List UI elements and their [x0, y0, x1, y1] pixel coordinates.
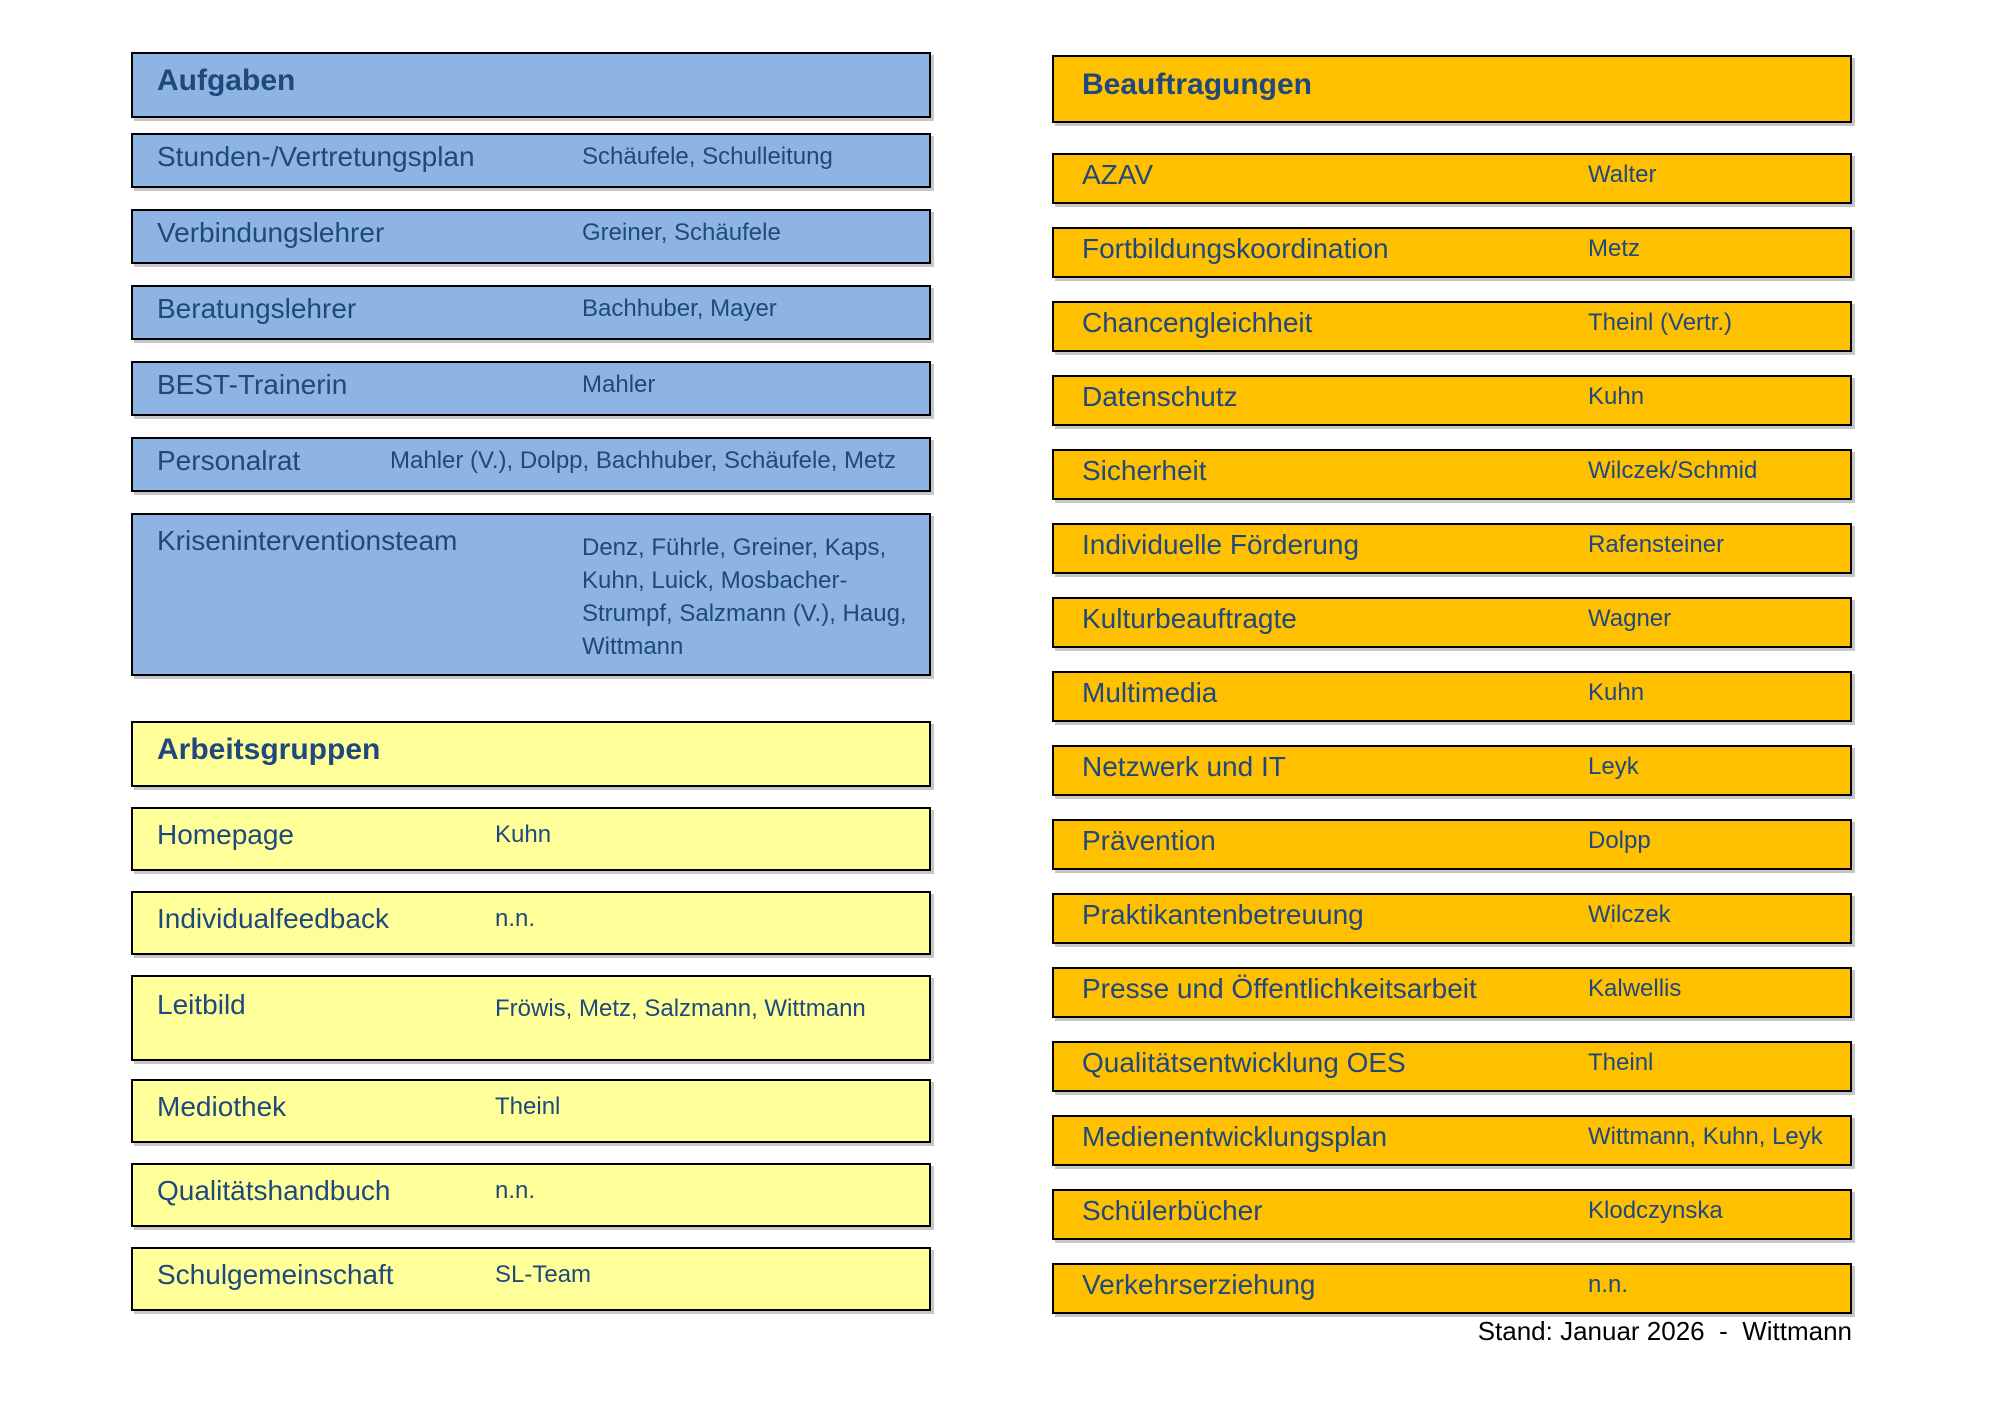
task-row-stundenplan: [131, 133, 931, 188]
row-names: Dolpp: [1588, 826, 1651, 854]
row-label: Datenschutz: [1082, 380, 1238, 412]
assignment-row-fortbildungskoordination: [1052, 227, 1852, 278]
section-header-beauftragungen: [1052, 55, 1852, 123]
row-label: Verkehrserziehung: [1082, 1268, 1316, 1300]
row-names: Fröwis, Metz, Salzmann, Wittmann: [495, 995, 866, 1022]
workgroup-row-individualfeedback: [131, 891, 931, 955]
row-label: Presse und Öffentlichkeitsarbeit: [1082, 972, 1477, 1004]
row-label: Verbindungslehrer: [157, 216, 385, 248]
row-names: Kuhn: [1588, 678, 1645, 706]
workgroup-row-mediothek: [131, 1079, 931, 1143]
assignment-row-presse-und-oeffentlichkeitsarbeit: [1052, 967, 1852, 1018]
row-label: Prävention: [1082, 824, 1216, 856]
task-row-best-trainerin: [131, 361, 931, 416]
row-label: Homepage: [157, 819, 294, 850]
row-label: Netzwerk und IT: [1082, 750, 1286, 782]
assignment-row-qualitaetsentwicklung-oes: [1052, 1041, 1852, 1092]
task-row-beratungslehrer: [131, 285, 931, 340]
row-names: Bachhuber, Mayer: [582, 294, 777, 322]
row-label: Praktikantenbetreuung: [1082, 898, 1364, 930]
row-names: Kalwellis: [1588, 974, 1682, 1002]
assignment-row-chancengleichheit: [1052, 301, 1852, 352]
row-names: Leyk: [1588, 752, 1639, 780]
workgroup-row-schulgemeinschaft: [131, 1247, 931, 1311]
assignment-row-sicherheit: [1052, 449, 1852, 500]
row-names: Greiner, Schäufele: [582, 218, 781, 246]
row-names: Klodczynska: [1588, 1196, 1723, 1224]
row-label: Kulturbeauftragte: [1082, 602, 1297, 634]
row-names: Wilczek: [1588, 900, 1671, 928]
footer-stand-note: Stand: Januar 2026 - Wittmann: [1477, 1316, 1852, 1346]
row-names: n.n.: [495, 905, 536, 932]
left-column: [131, 52, 931, 1311]
section-title-aufgaben: Aufgaben: [157, 64, 296, 97]
row-label: AZAV: [1082, 158, 1154, 190]
row-names: Wilczek/Schmid: [1588, 456, 1758, 484]
row-names: Wittmann, Kuhn, Leyk: [1588, 1122, 1823, 1150]
assignment-row-multimedia: [1052, 671, 1852, 722]
row-names: Theinl: [1588, 1048, 1654, 1076]
section-header-arbeitsgruppen: [131, 721, 931, 787]
assignment-row-medienentwicklungsplan: [1052, 1115, 1852, 1166]
row-names: n.n.: [495, 1177, 536, 1204]
row-label: Individualfeedback: [157, 903, 389, 934]
row-names: Rafensteiner: [1588, 530, 1725, 558]
row-names: Schäufele, Schulleitung: [582, 142, 833, 170]
assignment-row-datenschutz: [1052, 375, 1852, 426]
row-names: Kuhn: [495, 821, 552, 848]
row-label: Stunden-/Vertretungsplan: [157, 140, 475, 172]
assignment-row-kulturbeauftragte: [1052, 597, 1852, 648]
row-names: Kuhn: [1588, 382, 1645, 410]
row-names: Theinl: [495, 1093, 561, 1120]
row-label: Multimedia: [1082, 676, 1218, 708]
row-label: Beratungslehrer: [157, 292, 357, 324]
row-names: Mahler: [582, 370, 656, 398]
row-names: Walter: [1588, 160, 1657, 188]
assignment-row-netzwerk-und-it: [1052, 745, 1852, 796]
workgroup-row-leitbild: [131, 975, 931, 1061]
assignment-row-praevention: [1052, 819, 1852, 870]
row-label: Fortbildungskoordination: [1082, 232, 1389, 264]
row-label: Leitbild: [157, 989, 246, 1020]
row-names: Mahler (V.), Dolpp, Bachhuber, Schäufele, Metz: [390, 446, 897, 474]
row-label: Schulgemeinschaft: [157, 1259, 394, 1290]
row-names: SL-Team: [495, 1261, 592, 1288]
row-names: Denz, Führle, Greiner, Kaps, Kuhn, Luick, Mosbacher-Strumpf, Salzmann (V.), Haug, Wittmann: [582, 534, 907, 661]
row-label: BEST-Trainerin: [157, 368, 348, 400]
row-label: Qualitätshandbuch: [157, 1175, 391, 1206]
row-label: Mediothek: [157, 1091, 287, 1122]
section-header-aufgaben: [131, 52, 931, 118]
assignment-row-praktikantenbetreuung: [1052, 893, 1852, 944]
row-label: Individuelle Förderung: [1082, 528, 1360, 560]
row-label: Personalrat: [157, 444, 301, 476]
assignment-row-schuelerbuecher: [1052, 1189, 1852, 1240]
section-title-arbeitsgruppen: Arbeitsgruppen: [157, 733, 381, 766]
row-names: Wagner: [1588, 604, 1672, 632]
row-label: Kriseninterventionsteam: [157, 525, 458, 556]
section-title-beauftragungen: Beauftragungen: [1082, 68, 1313, 101]
assignment-row-azav: [1052, 153, 1852, 204]
assignment-row-verkehrserziehung: [1052, 1263, 1852, 1314]
workgroup-row-qualitaetshandbuch: [131, 1163, 931, 1227]
row-label: Medienentwicklungsplan: [1082, 1120, 1388, 1152]
row-names: Theinl (Vertr.): [1588, 308, 1733, 336]
task-row-personalrat: [131, 437, 931, 492]
row-label: Sicherheit: [1082, 454, 1207, 486]
row-names: n.n.: [1588, 1270, 1629, 1298]
task-row-kriseninterventionsteam: [131, 513, 931, 676]
row-names: Metz: [1588, 234, 1641, 262]
workgroup-row-homepage: [131, 807, 931, 871]
assignment-row-individuelle-foerderung: [1052, 523, 1852, 574]
row-label: Chancengleichheit: [1082, 306, 1313, 338]
task-row-verbindungslehrer: [131, 209, 931, 264]
row-label: Qualitätsentwicklung OES: [1082, 1046, 1406, 1078]
row-label: Schülerbücher: [1082, 1194, 1263, 1226]
right-column: [1052, 55, 1852, 1314]
